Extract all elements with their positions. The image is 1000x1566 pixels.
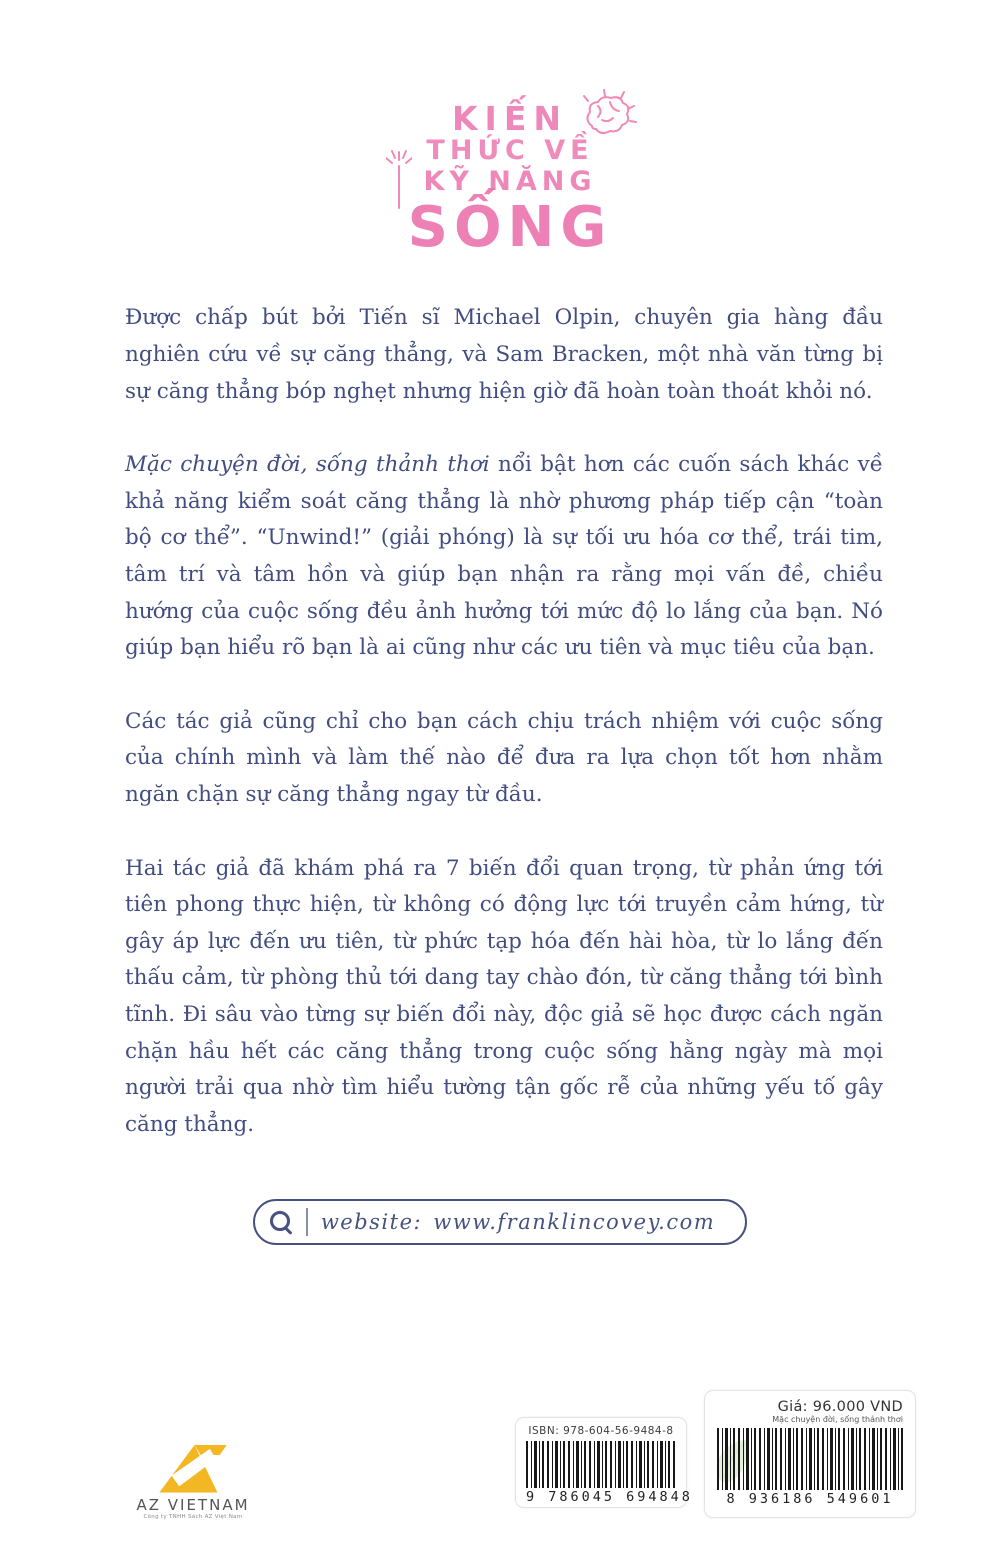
- footer: [0, 1390, 1000, 1520]
- price-subtitle: Mặc chuyện đời, sống thảnh thơi: [772, 1415, 903, 1424]
- price-label: Giá: 96.000 VND: [777, 1399, 903, 1415]
- publisher-logo: [118, 1442, 268, 1520]
- publisher-tagline: Công ty TNHH Sách AZ Việt Nam: [143, 1514, 243, 1520]
- logo-line-3: KỸ NĂNG: [423, 166, 597, 198]
- price-barcode: [704, 1390, 916, 1518]
- paragraph-1: Được chấp bút bởi Tiến sĩ Michael Olpin, chuyên gia hàng đầu nghiên cứu về sự căng thẳng, và Sam Bracken, một nhà văn từng bị sự căng thẳng bóp nghẹt nhưng hiện giờ đã hoàn toàn thoát khỏi nó.: [125, 305, 883, 404]
- logo-line-4: SỐNG: [407, 195, 613, 261]
- back-cover-text: [125, 300, 883, 1143]
- paragraph-2: Mặc chuyện đời, sống thảnh thơi nổi bật hơn các cuốn sách khác về khả năng kiểm soát căng thẳng là nhờ phương pháp tiếp cận “toàn bộ cơ thể”. “Unwind!” (giải phóng) là sự tối ưu hóa cơ thể, trái tim, tâm trí và tâm hồn và giúp bạn nhận ra rằng mọi vấn đề, chiều hướng của cuộc sống đều ảnh hưởng tới mức độ lo lắng của bạn. Nó giúp bạn hiểu rõ bạn là ai cũng như các ưu tiên và mục tiêu của bạn.: [125, 452, 883, 661]
- paragraph-3: Các tác giả cũng chỉ cho bạn cách chịu trách nhiệm với cuộc sống của chính mình và làm thế nào để đưa ra lựa chọn tốt hơn nhằm ngăn chặn sự căng thẳng ngay từ đầu.: [125, 708, 883, 807]
- isbn-barcode-bars: [526, 1441, 676, 1488]
- az-vietnam-logo-icon: [154, 1442, 232, 1494]
- isbn-digits: 9 786045 694848: [526, 1489, 693, 1505]
- search-icon: [269, 1210, 293, 1234]
- isbn-barcode: [515, 1417, 693, 1508]
- price-digits: 8 936186 549601: [726, 1491, 894, 1507]
- book-title-italic: Mặc chuyện đời, sống thảnh thơi: [125, 452, 490, 478]
- price-barcode-bars: [717, 1428, 903, 1490]
- website-url: website: www.franklincovey.com: [320, 1210, 716, 1235]
- badge-divider: [306, 1208, 308, 1236]
- logo-line-1: KIẾN: [451, 99, 568, 138]
- paragraph-4: Hai tác giả đã khám phá ra 7 biến đổi quan trọng, từ phản ứng tới tiên phong thực hiện, từ không có động lực tới truyền cảm hứng, từ gây áp lực đến ưu tiên, từ phức tạp hóa đến hài hòa, từ lo lắng đến thấu cảm, từ phòng thủ tới dang tay chào đón, từ căng thẳng tới bình tĩnh. Đi sâu vào từng sự biến đổi này, độc giả sẽ học được cách ngăn chặn hầu hết các căng thẳng trong cuộc sống hằng ngày mà mọi người trải qua nhờ tìm hiểu tường tận gốc rễ của những yếu tố gây căng thẳng.: [125, 855, 883, 1137]
- website-badge: [253, 1199, 747, 1245]
- publisher-name: AZ VIETNAM: [136, 1496, 250, 1514]
- isbn-label: ISBN: 978-604-56-9484-8: [528, 1425, 674, 1437]
- logo-line-2: THỨC VỀ: [426, 135, 594, 166]
- brand-logo: [360, 99, 660, 261]
